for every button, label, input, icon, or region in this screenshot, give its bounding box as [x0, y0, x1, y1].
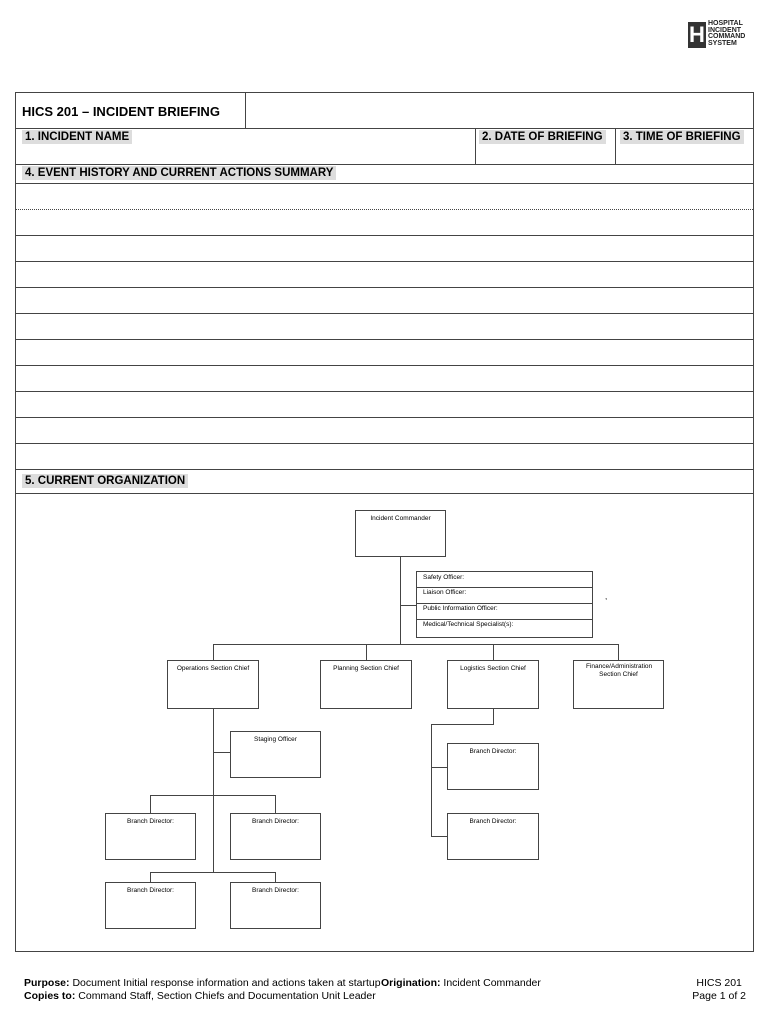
summary-line [16, 209, 753, 210]
box-label: Branch Director: [252, 818, 299, 825]
summary-line [16, 287, 753, 288]
connector [213, 644, 619, 645]
connector [213, 752, 230, 753]
operations-branch-director-box[interactable] [230, 882, 321, 929]
summary-line [16, 235, 753, 236]
form-title: HICS 201 – INCIDENT BRIEFING [22, 104, 220, 119]
connector [366, 644, 367, 660]
origination-text: Incident Commander [443, 977, 541, 989]
connector [275, 795, 276, 813]
summary-line [16, 261, 753, 262]
planning-section-chief-box[interactable] [320, 660, 412, 709]
origination-line [381, 977, 541, 990]
time-of-briefing-header: 3. TIME OF BRIEFING [620, 130, 744, 144]
divider [615, 128, 616, 164]
finance-administration-section-chief-box[interactable] [573, 660, 664, 709]
connector [493, 644, 494, 660]
box-label: Branch Director: [252, 887, 299, 894]
page-number: Page 1 of 2 [692, 990, 746, 1002]
connector [431, 836, 448, 837]
copies-text: Command Staff, Section Chiefs and Documentation Unit Leader [78, 990, 376, 1002]
box-label: Staging Officer [254, 736, 297, 743]
summary-line [16, 391, 753, 392]
logo-line: INCIDENT [708, 26, 742, 34]
connector [213, 709, 214, 873]
box-label: Planning Section Chief [333, 665, 399, 672]
logo-line: HOSPITAL [708, 20, 743, 27]
logo-letter: H [689, 22, 705, 47]
summary-line [16, 469, 753, 470]
divider [16, 164, 753, 165]
purpose-label: Purpose: [24, 977, 70, 989]
logistics-branch-director-box[interactable] [447, 813, 539, 860]
box-label: Branch Director: [127, 818, 174, 825]
origination-label: Origination: [381, 977, 441, 989]
staging-officer-box[interactable] [230, 731, 321, 778]
operations-section-chief-box[interactable] [167, 660, 259, 709]
hics-logo [688, 22, 748, 48]
connector [400, 605, 416, 606]
summary-line [16, 443, 753, 444]
medical-technical-specialist-field[interactable]: Medical/Technical Specialist(s): [416, 619, 593, 638]
event-history-header: 4. EVENT HISTORY AND CURRENT ACTIONS SUMMARY [22, 166, 336, 180]
divider [475, 128, 476, 164]
stray-mark: , [605, 592, 608, 601]
liaison-officer-field[interactable]: Liaison Officer: [416, 587, 593, 604]
summary-line [16, 313, 753, 314]
box-label: Operations Section Chief [176, 665, 250, 672]
purpose-line [24, 977, 381, 990]
operations-branch-director-box[interactable] [105, 882, 196, 929]
box-label: Logistics Section Chief [460, 665, 526, 672]
connector [150, 795, 151, 813]
logistics-section-chief-box[interactable] [447, 660, 539, 709]
connector [493, 709, 494, 725]
connector [431, 724, 432, 837]
purpose-text: Document Initial response information and actions taken at startup [72, 977, 381, 989]
logo-line: COMMAND [708, 33, 746, 41]
summary-line [16, 365, 753, 366]
incident-name-header: 1. INCIDENT NAME [22, 130, 132, 144]
operations-branch-director-box[interactable] [230, 813, 321, 860]
operations-branch-director-box[interactable] [105, 813, 196, 860]
title-divider [245, 93, 246, 128]
divider [16, 128, 753, 129]
box-label: Finance/Administration Section Chief [586, 663, 653, 678]
summary-line [16, 417, 753, 418]
footer-left [24, 977, 381, 1003]
divider [16, 183, 753, 184]
safety-officer-field[interactable]: Safety Officer: [416, 571, 593, 588]
connector [150, 872, 276, 873]
box-label: Branch Director: [127, 887, 174, 894]
connector [275, 872, 276, 882]
copies-line [24, 990, 381, 1003]
divider [16, 493, 753, 494]
connector [431, 724, 494, 725]
box-label: Branch Director: [469, 818, 517, 825]
connector [150, 795, 276, 796]
form-id: HICS 201 [696, 977, 742, 989]
connector [618, 644, 619, 660]
date-of-briefing-header: 2. DATE OF BRIEFING [479, 130, 606, 144]
summary-line [16, 339, 753, 340]
logo-line: SYSTEM [708, 39, 737, 47]
copies-label: Copies to: [24, 990, 76, 1002]
logo-text [708, 21, 745, 47]
connector [213, 644, 214, 660]
box-label: Branch Director: [469, 748, 517, 755]
box-label: Incident Commander [370, 515, 431, 522]
logistics-branch-director-box[interactable] [447, 743, 539, 790]
connector [400, 557, 401, 644]
connector [431, 767, 448, 768]
public-information-officer-field[interactable]: Public Information Officer: [416, 603, 593, 620]
connector [150, 872, 151, 882]
incident-commander-box[interactable] [355, 510, 446, 557]
footer-right [692, 977, 746, 1003]
current-organization-header: 5. CURRENT ORGANIZATION [22, 474, 188, 488]
